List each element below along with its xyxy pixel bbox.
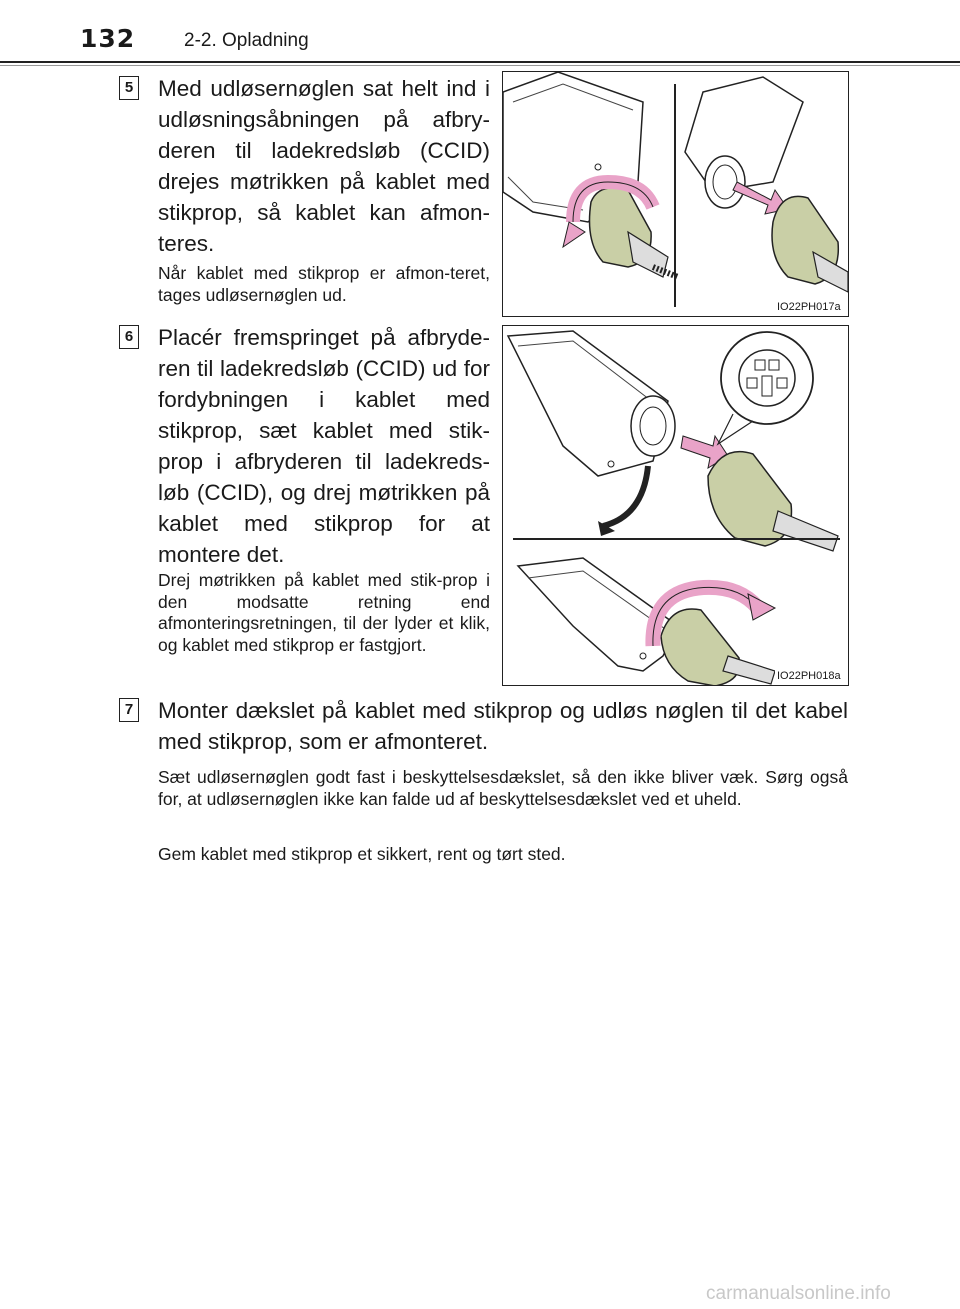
step-6-instruction: Placér fremspringet på afbryde-ren til ladekredsløb (CCID) ud for fordybningen i kablet med stikprop, sæt kablet med stik-prop i afbryderen til ladekreds-løb (CCID), og drej møtrikken på kablet med stikprop for at montere det. bbox=[158, 325, 490, 567]
step-7-instruction: Monter dækslet på kablet med stikprop og udløs nøglen til det kabel med stikprop, som er afmonteret. bbox=[158, 698, 848, 754]
header-rule-thin bbox=[0, 65, 960, 66]
step-number-6: 6 bbox=[119, 325, 139, 349]
figure-remove-plug bbox=[502, 71, 849, 317]
step-7-note-2: Gem kablet med stikprop et sikkert, rent og tørt sted. bbox=[158, 844, 566, 864]
figure-code-018a: IO22PH018a bbox=[777, 670, 841, 682]
install-plug-illustration bbox=[503, 326, 849, 686]
section-title: 2-2. Opladning bbox=[184, 30, 309, 51]
figure-install-plug bbox=[502, 325, 849, 686]
figure-code-017a: IO22PH017a bbox=[777, 301, 841, 313]
step-number-5: 5 bbox=[119, 76, 139, 100]
remove-plug-illustration bbox=[503, 72, 849, 317]
step-5-note: Når kablet med stikprop er afmon-teret, tages udløsernøglen ud. bbox=[158, 263, 490, 305]
step-7-note-1: Sæt udløsernøglen godt fast i beskyttelsesdækslet, så den ikke bliver væk. Sørg også for, at udløsernøglen ikke kan falde ud af beskyttelsesdækslet ved et uheld. bbox=[158, 767, 848, 809]
step-5-instruction: Med udløsernøglen sat helt ind i udløsningsåbningen på afbry-deren til ladekredsløb (CCID) drejes møtrikken på kablet med stikprop, så kablet kan afmon-teres. bbox=[158, 76, 490, 256]
header-rule bbox=[0, 61, 960, 63]
page-number: 132 bbox=[80, 24, 136, 53]
step-number-7: 7 bbox=[119, 698, 139, 722]
watermark: carmanualsonline.info bbox=[706, 1283, 891, 1304]
step-6-note: Drej møtrikken på kablet med stik-prop i den modsatte retning end afmonteringsretningen, til der lyder et klik, og kablet med stikprop er fastgjort. bbox=[158, 570, 490, 655]
